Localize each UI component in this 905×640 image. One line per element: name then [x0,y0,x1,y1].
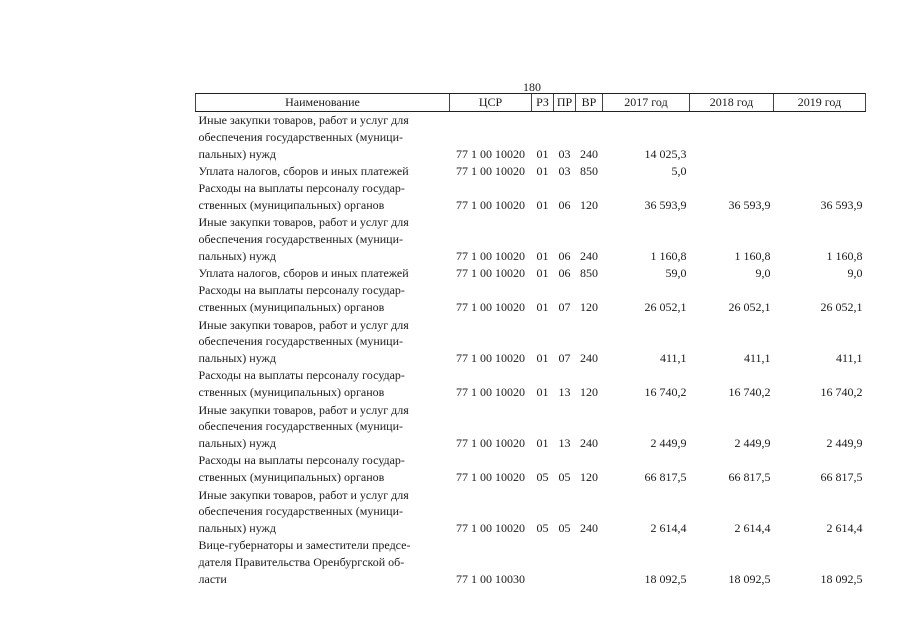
row-vr: 850 [580,266,598,281]
row-amount-2019: 36 593,9 [820,197,863,212]
row-pr: 07 [558,300,571,315]
row-rz: 05 [536,470,549,485]
row-name-line: Иные закупки товаров, работ и услуг для [198,215,409,230]
row-rz: 01 [536,300,549,315]
row-name-line: Уплата налогов, сборов и иных платежей [198,266,409,281]
row-name-line: Иные закупки товаров, работ и услуг для [198,317,409,332]
row-name [196,317,450,368]
row-amount-2018: 18 092,5 [728,572,771,587]
row-csr: 77 1 00 10020 [456,470,525,485]
row-rz: 01 [536,163,549,178]
row-rz: 01 [536,436,549,451]
row-pr: 06 [558,248,571,263]
row-name [196,402,450,453]
row-amount-2017: 14 025,3 [644,146,687,161]
row-amount-2017: 411,1 [659,351,687,366]
row-name-line: Расходы на выплаты персоналу государ- [198,181,405,196]
row-rz: 01 [536,266,549,281]
row-name-line: Расходы на выплаты персоналу государ- [198,283,405,298]
table-row [196,487,866,538]
row-amount-2017: 2 449,9 [650,436,687,451]
row-pr: 13 [558,385,571,400]
table-row [196,180,866,214]
row-name-line: обеспечения государственных (муници- [198,334,404,349]
row-csr: 77 1 00 10020 [456,163,525,178]
row-name [196,367,450,401]
row-vr: 240 [580,436,598,451]
row-amount-2018: 2 449,9 [734,436,771,451]
row-name-line: Иные закупки товаров, работ и услуг для [198,113,409,127]
row-name-line: обеспечения государственных (муници- [198,504,404,519]
table-header-row [196,94,866,112]
row-csr: 77 1 00 10020 [456,300,525,315]
row-csr: 77 1 00 10020 [456,351,525,366]
table-row [196,452,866,486]
row-name-line: Иные закупки товаров, работ и услуг для [198,487,409,502]
header-2019: 2019 год [774,94,866,112]
header-pr: ПР [554,94,576,112]
row-pr [554,537,576,588]
row-pr: 06 [558,197,571,212]
row-vr [576,537,603,588]
row-name-line: обеспечения государственных (муници- [198,232,404,247]
row-amount-2017: 2 614,4 [650,521,687,536]
row-rz: 01 [536,197,549,212]
row-name-line: ственных (муниципальных) органов [198,197,385,212]
row-vr: 120 [580,300,598,315]
row-name-line: пальных) нужд [198,436,276,451]
row-name-line: Расходы на выплаты персоналу государ- [198,453,405,468]
row-amount-2019 [774,163,866,180]
row-vr: 240 [580,146,598,161]
row-amount-2018: 9,0 [755,266,771,281]
row-vr: 850 [580,163,598,178]
row-rz: 05 [536,521,549,536]
row-name-line: Уплата налогов, сборов и иных платежей [198,163,409,178]
row-amount-2017: 36 593,9 [644,197,687,212]
row-amount-2019: 2 614,4 [826,521,863,536]
row-amount-2017: 66 817,5 [644,470,687,485]
row-name-line: ственных (муниципальных) органов [198,470,385,485]
row-name-line: Вице-губернаторы и заместители предсе- [198,538,411,553]
row-name-line: пальных) нужд [198,146,276,161]
row-name [196,265,450,282]
row-csr: 77 1 00 10020 [456,248,525,263]
row-pr: 05 [558,470,571,485]
row-pr: 03 [558,163,571,178]
row-name [196,282,450,316]
header-csr: ЦСР [450,94,532,112]
table-row [196,537,866,588]
row-name-line: пальных) нужд [198,521,276,536]
row-vr: 240 [580,521,598,536]
row-vr: 240 [580,248,598,263]
row-name-line: пальных) нужд [198,248,276,263]
row-pr: 13 [558,436,571,451]
row-amount-2018: 1 160,8 [734,248,771,263]
header-vr: ВР [576,94,603,112]
row-name-line: ственных (муниципальных) органов [198,385,385,400]
row-csr: 77 1 00 10020 [456,266,525,281]
table-row [196,402,866,453]
table-row [196,265,866,282]
row-name [196,180,450,214]
row-amount-2017: 1 160,8 [650,248,687,263]
row-name-line: ласти [198,572,227,587]
budget-table [195,93,866,588]
row-name-line: Иные закупки товаров, работ и услуг для [198,402,409,417]
row-amount-2019: 18 092,5 [820,572,863,587]
page-number: 180 [523,80,541,94]
row-amount-2019: 16 740,2 [820,385,863,400]
row-amount-2017: 59,0 [665,266,687,281]
row-rz: 01 [536,248,549,263]
row-amount-2018: 66 817,5 [728,470,771,485]
row-amount-2017: 5,0 [671,163,687,178]
row-vr: 240 [580,351,598,366]
row-amount-2019: 1 160,8 [826,248,863,263]
row-name [196,163,450,180]
row-name [196,214,450,265]
row-rz: 01 [536,385,549,400]
row-csr: 77 1 00 10030 [456,572,525,587]
row-amount-2018 [690,163,774,180]
row-amount-2017: 26 052,1 [644,300,687,315]
row-name-line: Расходы на выплаты персоналу государ- [198,368,405,383]
row-amount-2019: 411,1 [835,351,863,366]
row-pr: 07 [558,351,571,366]
row-name [196,112,450,163]
row-amount-2018: 26 052,1 [728,300,771,315]
row-name-line: ственных (муниципальных) органов [198,300,385,315]
row-name-line: обеспечения государственных (муници- [198,129,404,144]
row-amount-2017: 18 092,5 [644,572,687,587]
table-row [196,163,866,180]
row-vr: 120 [580,385,598,400]
row-amount-2018: 411,1 [743,351,771,366]
row-csr: 77 1 00 10020 [456,197,525,212]
row-name-line: дателя Правительства Оренбургской об- [198,555,405,570]
row-amount-2019: 9,0 [847,266,863,281]
row-csr: 77 1 00 10020 [456,521,525,536]
row-rz [532,537,554,588]
row-name [196,452,450,486]
row-name-line: обеспечения государственных (муници- [198,419,404,434]
row-csr: 77 1 00 10020 [456,146,525,161]
table-row [196,317,866,368]
row-amount-2018: 2 614,4 [734,521,771,536]
row-amount-2018: 16 740,2 [728,385,771,400]
header-2018: 2018 год [690,94,774,112]
row-csr: 77 1 00 10020 [456,385,525,400]
row-amount-2019: 26 052,1 [820,300,863,315]
row-pr: 06 [558,266,571,281]
row-amount-2018 [690,112,774,163]
row-name [196,487,450,538]
table-row [196,214,866,265]
header-name: Наименование [196,94,450,112]
table-row [196,112,866,163]
header-rz: РЗ [532,94,554,112]
table-row [196,367,866,401]
row-pr: 05 [558,521,571,536]
row-vr: 120 [580,197,598,212]
row-name [196,537,450,588]
row-amount-2017: 16 740,2 [644,385,687,400]
row-amount-2019: 66 817,5 [820,470,863,485]
row-amount-2018: 36 593,9 [728,197,771,212]
row-rz: 01 [536,146,549,161]
row-csr: 77 1 00 10020 [456,436,525,451]
row-amount-2019 [774,112,866,163]
row-pr: 03 [558,146,571,161]
row-amount-2019: 2 449,9 [826,436,863,451]
row-name-line: пальных) нужд [198,351,276,366]
table-row [196,282,866,316]
row-vr: 120 [580,470,598,485]
row-rz: 01 [536,351,549,366]
table-body [196,112,866,589]
header-2017: 2017 год [603,94,690,112]
